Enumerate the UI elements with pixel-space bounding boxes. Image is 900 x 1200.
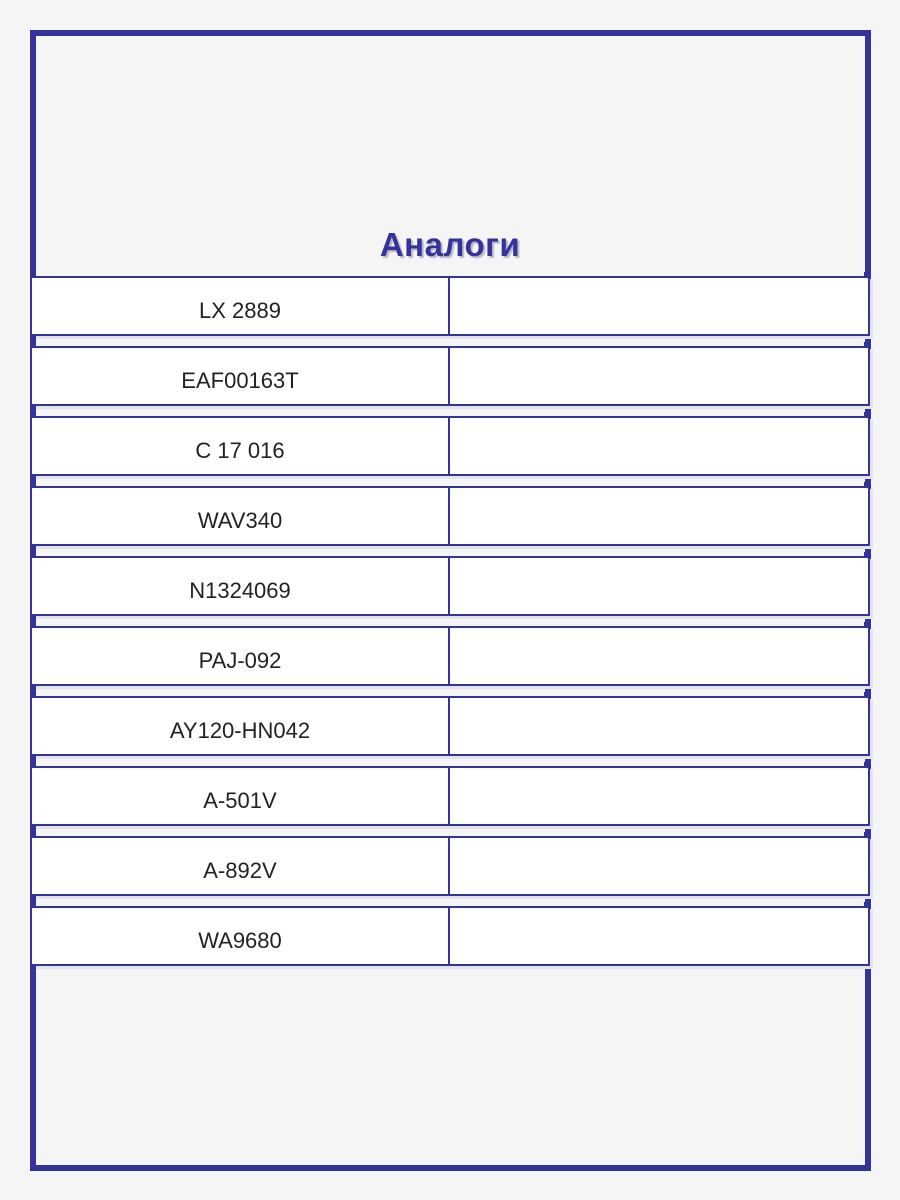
table-row <box>30 696 870 756</box>
analog-value-cell <box>450 698 868 754</box>
analog-value-cell <box>450 838 868 894</box>
table-row <box>30 556 870 616</box>
table-row <box>30 766 870 826</box>
table-row <box>30 626 870 686</box>
analog-code-cell: EAF00163T <box>32 348 450 404</box>
analog-code-cell: AY120-HN042 <box>32 698 450 754</box>
analog-code-cell: LX 2889 <box>32 278 450 334</box>
analog-value-cell <box>450 488 868 544</box>
analog-code-cell: A-892V <box>32 838 450 894</box>
analog-value-cell <box>450 348 868 404</box>
analog-code-cell: N1324069 <box>32 558 450 614</box>
analog-value-cell <box>450 558 868 614</box>
analog-value-cell <box>450 768 868 824</box>
analog-value-cell <box>450 908 868 964</box>
analog-code-cell: A-501V <box>32 768 450 824</box>
analog-value-cell <box>450 278 868 334</box>
analog-code-cell: PAJ-092 <box>32 628 450 684</box>
table-row <box>30 276 870 336</box>
page-title: Аналоги <box>379 226 521 263</box>
analog-value-cell <box>450 418 868 474</box>
table-row <box>30 416 870 476</box>
analog-value-cell <box>450 628 868 684</box>
table-row <box>30 836 870 896</box>
analog-code-cell: WA9680 <box>32 908 450 964</box>
analog-code-cell: C 17 016 <box>32 418 450 474</box>
table-row <box>30 346 870 406</box>
analogs-table <box>30 276 870 976</box>
table-row <box>30 906 870 966</box>
table-row <box>30 486 870 546</box>
analog-code-cell: WAV340 <box>32 488 450 544</box>
